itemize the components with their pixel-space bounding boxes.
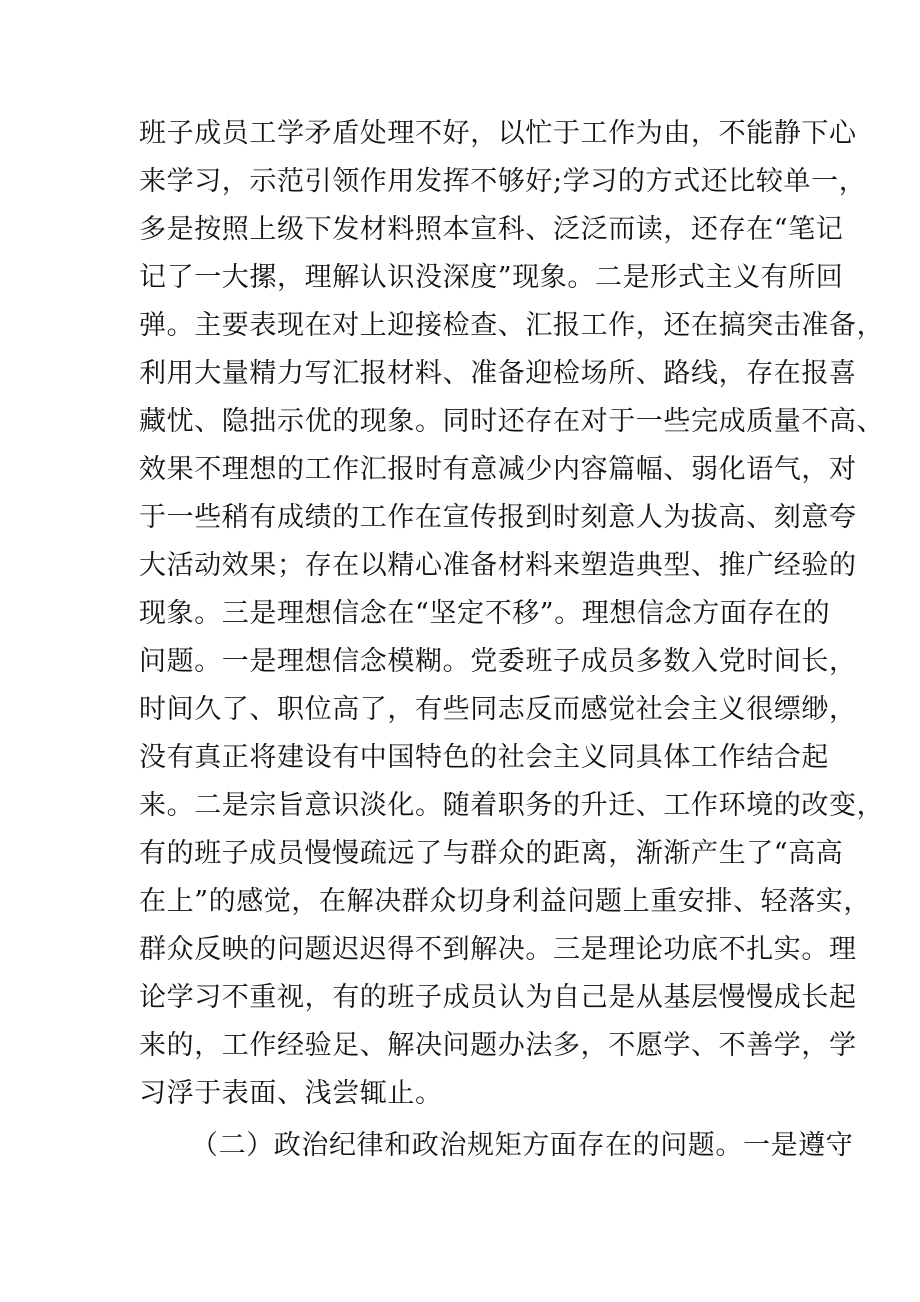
section-heading-line: （二）政治纪律和政治规矩方面存在的问题。一是遵守 <box>191 1130 854 1161</box>
paragraph-line: 论学习不重视，有的班子成员认为自己是从基层慢慢成长起 <box>139 982 857 1013</box>
paragraph-line: 没有真正将建设有中国特色的社会主义同具体工作结合起 <box>139 742 829 773</box>
paragraph-line: 现象。三是理想信念在“坚定不移”。理想信念方面存在的 <box>139 598 831 629</box>
paragraph-line: 时间久了、职位高了，有些同志反而感觉社会主义很缥缈， <box>139 694 857 725</box>
paragraph-line: 记了一大摞，理解认识没深度”现象。二是形式主义有所回 <box>139 262 844 293</box>
paragraph-line: 问题。一是理想信念模糊。党委班子成员多数入党时间长， <box>139 646 857 677</box>
paragraph-line: 藏忧、隐拙示优的现象。同时还存在对于一些完成质量不高、 <box>139 406 885 437</box>
paragraph-line: 大活动效果；存在以精心准备材料来塑造典型、推广经验的 <box>139 550 857 581</box>
paragraph-line: 群众反映的问题迟迟得不到解决。三是理论功底不扎实。理 <box>139 934 857 965</box>
paragraph-line: 习浮于表面、浅尝辄止。 <box>139 1078 443 1109</box>
paragraph-line: 来的，工作经验足、解决问题办法多，不愿学、不善学，学 <box>139 1030 857 1061</box>
paragraph-line: 利用大量精力写汇报材料、准备迎检场所、路线，存在报喜 <box>139 358 857 389</box>
paragraph-line: 在上”的感觉，在解决群众切身利益问题上重安排、轻落实， <box>139 886 872 917</box>
paragraph-line: 班子成员工学矛盾处理不好，以忙于工作为由，不能静下心 <box>139 118 857 149</box>
paragraph-line: 弹。主要表现在对上迎接检查、汇报工作，还在搞突击准备， <box>139 310 885 341</box>
paragraph-line: 效果不理想的工作汇报时有意减少内容篇幅、弱化语气，对 <box>139 454 857 485</box>
paragraph-line: 来。二是宗旨意识淡化。随着职务的升迁、工作环境的改变， <box>139 790 885 821</box>
paragraph-line: 来学习，示范引领作用发挥不够好;学习的方式还比较单一， <box>139 166 867 197</box>
paragraph-line: 多是按照上级下发材料照本宣科、泛泛而读，还存在“笔记 <box>139 214 844 245</box>
paragraph-line: 有的班子成员慢慢疏远了与群众的距离，渐渐产生了“高高 <box>139 838 844 869</box>
paragraph-line: 于一些稍有成绩的工作在宣传报到时刻意人为拔高、刻意夸 <box>139 502 857 533</box>
